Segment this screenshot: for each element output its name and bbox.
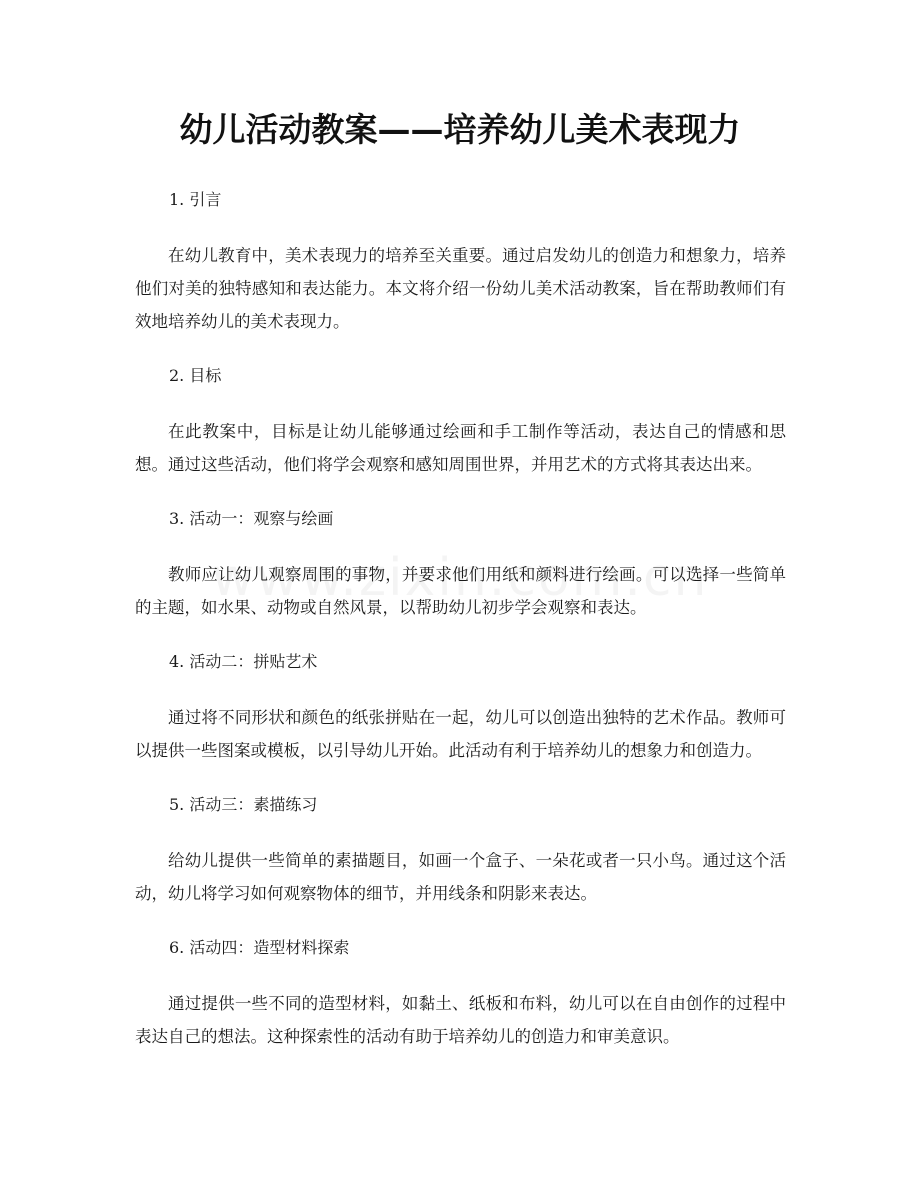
section-activity-2 [135, 646, 786, 767]
section-paragraph: 通过将不同形状和颜色的纸张拼贴在一起，幼儿可以创造出独特的艺术作品。教师可以提供一些图案或模板，以引导幼儿开始。此活动有利于培养幼儿的想象力和创造力。 [135, 708, 786, 760]
section-paragraph: 在此教案中，目标是让幼儿能够通过绘画和手工制作等活动，表达自己的情感和思想。通过这些活动，他们将学会观察和感知周围世界，并用艺术的方式将其表达出来。 [135, 422, 786, 474]
section-heading: 3. 活动一：观察与绘画 [169, 509, 334, 528]
document-body [135, 184, 786, 1053]
section-activity-1 [135, 503, 786, 624]
section-paragraph: 在幼儿教育中，美术表现力的培养至关重要。通过启发幼儿的创造力和想象力，培养他们对美的独特感知和表达能力。本文将介绍一份幼儿美术活动教案，旨在帮助教师们有效地培养幼儿的美术表现力。 [135, 246, 786, 331]
document-title: 幼儿活动教案——培养幼儿美术表现力 [179, 110, 741, 149]
section-heading: 1. 引言 [169, 190, 222, 209]
section-paragraph: 教师应让幼儿观察周围的事物，并要求他们用纸和颜料进行绘画。可以选择一些简单的主题，如水果、动物或自然风景，以帮助幼儿初步学会观察和表达。 [135, 565, 786, 617]
section-goals [135, 360, 786, 481]
section-paragraph: 通过提供一些不同的造型材料，如黏土、纸板和布料，幼儿可以在自由创作的过程中表达自己的想法。这种探索性的活动有助于培养幼儿的创造力和审美意识。 [135, 994, 786, 1046]
section-paragraph: 给幼儿提供一些简单的素描题目，如画一个盒子、一朵花或者一只小鸟。通过这个活动，幼儿将学习如何观察物体的细节，并用线条和阴影来表达。 [135, 851, 786, 903]
section-heading: 4. 活动二：拼贴艺术 [169, 652, 318, 671]
section-heading: 6. 活动四：造型材料探索 [169, 938, 350, 957]
section-introduction [135, 184, 786, 338]
section-heading: 2. 目标 [169, 366, 222, 385]
section-activity-3 [135, 789, 786, 910]
section-heading: 5. 活动三：素描练习 [169, 795, 318, 814]
section-activity-4 [135, 932, 786, 1053]
